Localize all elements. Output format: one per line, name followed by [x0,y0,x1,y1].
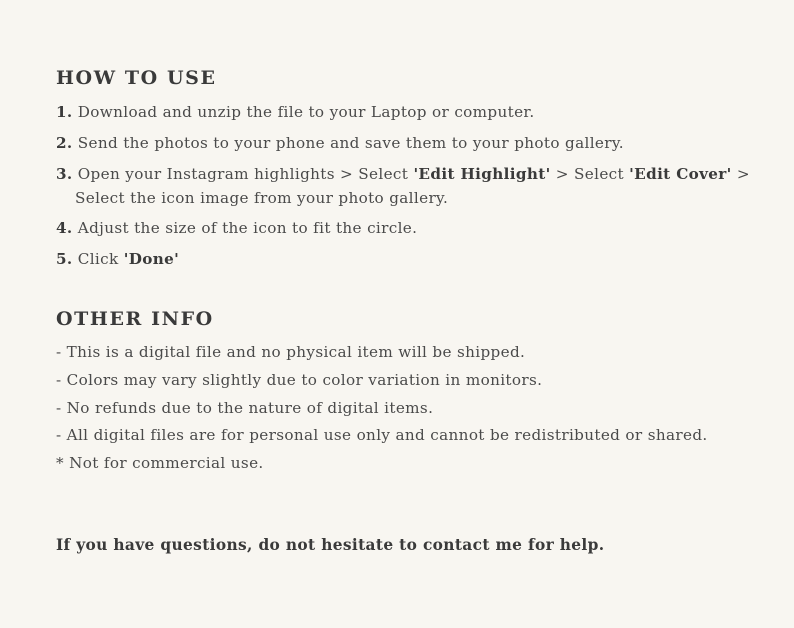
closing-message: If you have questions, do not hesitate to contact me for help. [56,536,605,554]
other-info-heading: OTHER INFO [56,308,214,330]
step-number: 2. [56,134,73,152]
step-3 [56,162,750,210]
step-number: 4. [56,219,73,237]
edit-cover-label: 'Edit Cover' [629,165,732,183]
info-line: - This is a digital file and no physical item will be shipped. [56,343,526,361]
info-line: - Colors may vary slightly due to color variation in monitors. [56,371,543,389]
step-text: Send the photos to your phone and save them to your photo gallery. [77,134,624,152]
step-continuation: Select the icon image from your photo gallery. [75,189,449,207]
step-text: > Select [550,165,630,183]
step-number: 1. [56,103,73,121]
how-to-use-heading: HOW TO USE [56,67,217,89]
step-text: Download and unzip the file to your Laptop or computer. [77,103,535,121]
info-line: - No refunds due to the nature of digital items. [56,399,434,417]
step-number: 3. [56,165,73,183]
step-text: > [731,165,750,183]
step-text: Open your Instagram highlights > Select [77,165,414,183]
step-2 [56,131,624,155]
step-text: Click [77,250,124,268]
done-label: 'Done' [123,250,180,268]
step-4 [56,216,417,240]
info-line: - All digital files are for personal use only and cannot be redistributed or shared. [56,426,708,444]
step-number: 5. [56,250,73,268]
step-text: Adjust the size of the icon to fit the circle. [77,219,418,237]
step-1 [56,100,535,124]
info-line: * Not for commercial use. [56,454,264,472]
step-5 [56,247,179,271]
edit-highlight-label: 'Edit Highlight' [413,165,551,183]
